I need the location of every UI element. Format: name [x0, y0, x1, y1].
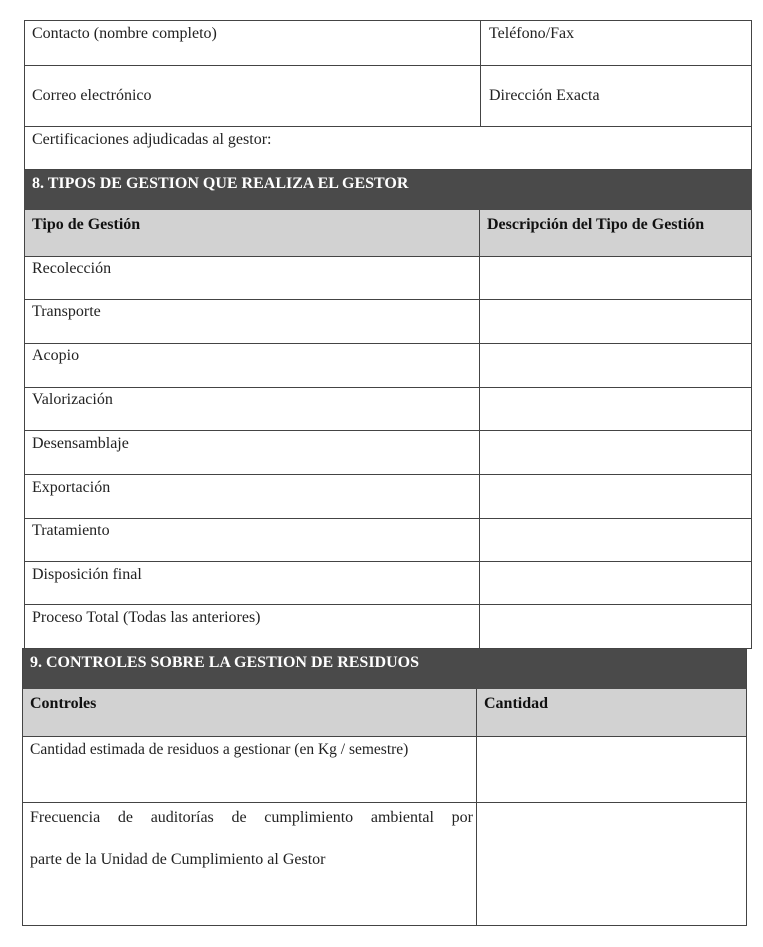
phone-label: Teléfono/Fax	[489, 25, 575, 42]
email-label: Correo electrónico	[32, 87, 152, 104]
controls-row-audit-frequency-line1: Frecuencia de auditorías de cumplimiento ambiental por	[30, 809, 473, 826]
section8-title: 8. TIPOS DE GESTION QUE REALIZA EL GESTOR	[32, 175, 409, 192]
controls-row-estimated-quantity: Cantidad estimada de residuos a gestionar (en Kg / semestre)	[30, 741, 409, 758]
contact-label: Contacto (nombre completo)	[32, 25, 217, 42]
certifications-label: Certificaciones adjudicadas al gestor:	[32, 131, 272, 148]
controls-row-audit-frequency-line2: parte de la Unidad de Cumplimiento al Gestor	[30, 851, 326, 868]
table-row-label: Desensamblaje	[32, 435, 129, 452]
section8-col2-header: Descripción del Tipo de Gestión	[487, 216, 705, 233]
table-row-label: Tratamiento	[32, 522, 110, 539]
table-row-label: Proceso Total (Todas las anteriores)	[32, 609, 261, 626]
address-label: Dirección Exacta	[489, 87, 600, 104]
section9-column-header-band	[22, 689, 747, 736]
section9-title: 9. CONTROLES SOBRE LA GESTION DE RESIDUOS	[30, 654, 419, 671]
table-row-label: Exportación	[32, 479, 111, 496]
section8-col1-header: Tipo de Gestión	[32, 216, 141, 233]
table-row-label: Disposición final	[32, 566, 142, 583]
table-row-label: Acopio	[32, 347, 80, 364]
table-row-label: Valorización	[32, 391, 113, 408]
table-row-label: Recolección	[32, 260, 112, 277]
section9-col2-header: Cantidad	[484, 695, 549, 712]
table-row-label: Transporte	[32, 303, 101, 320]
section9-col1-header: Controles	[30, 695, 97, 712]
